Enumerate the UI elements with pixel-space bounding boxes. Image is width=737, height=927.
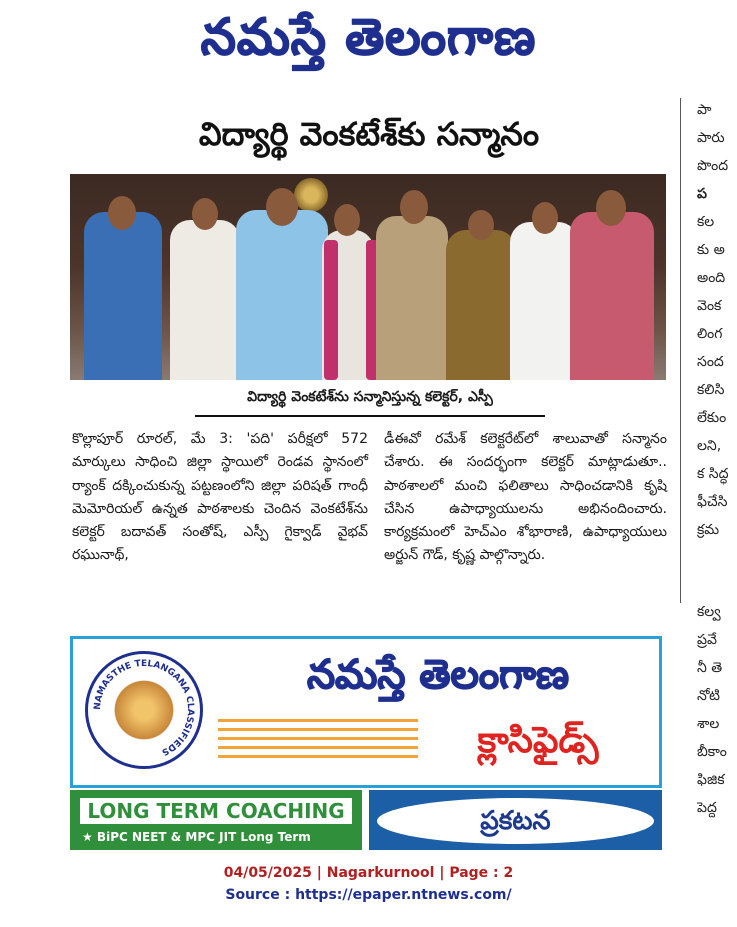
article-column-2: డీఈవో రమేశ్ కలెక్టరేట్‌లో శాలువాతో సన్మానం చేశారు. ఈ సందర్భంగా కలెక్టర్ మాట్లాడుతూ.. పాఠశాలలో మంచి ఫలితాలు సాధించడానికి కృషి చేసిన ఉపాధ్యాయులను అభినందించారు. కార్యక్రమంలో హెచ్ఎం శోభారాణి, ఉపాధ్యాయులు అర్జున్ గౌడ్, కృష్ణ పాల్గొన్నారు. xyxy=(384,431,667,564)
column-divider xyxy=(680,98,681,603)
coaching-ad-box xyxy=(70,790,362,850)
adjacent-article-bottom: కల్వ ప్రవే నీ తె నోటి శాల బీకాం ఫిజిక పెద్ద xyxy=(697,604,727,816)
footer-source: Source : https://epaper.ntnews.com/ xyxy=(225,887,512,903)
coaching-title: LONG TERM COACHING xyxy=(80,798,352,824)
coaching-subtitle: ★ BiPC NEET & MPC JIT Long Term xyxy=(82,830,311,844)
emblem-icon xyxy=(294,178,328,212)
article-column-1: కొల్లాపూర్ రూరల్, మే 3: 'పది' పరీక్షలో 572 మార్కులు సాధించి జిల్లా స్థాయిలో రెండవ స్థానంలో ర్యాంక్ దక్కించుకున్న పట్టణంలోని జిల్లా పరిషత్ గాంధీ మెమోరియల్ ఉన్నత పాఠశాలకు చెందిన వెంకటేశ్‌ను కలెక్టర్ బదావత్ సంతోష్, ఎస్పీ గైక్వాడ్ వైభవ్ రఘునాథ్, xyxy=(72,431,368,564)
masthead xyxy=(0,0,737,80)
footer-date-edition: 04/05/2025 | Nagarkurnool | Page : 2 xyxy=(223,865,514,881)
article-photo xyxy=(70,174,666,380)
page-footer xyxy=(0,862,737,906)
classifieds-advertisement xyxy=(70,636,662,788)
ad-subtitle: క్లాసిఫైడ్స్ xyxy=(477,720,599,761)
svg-text:NAMASTHE TELANGANA CLASSIFIEDS: NAMASTHE TELANGANA CLASSIFIEDS xyxy=(92,658,196,757)
article-headline: విద్యార్థి వెంకటేశ్‌కు సన్మానం xyxy=(198,115,540,153)
announcement-title: ప్రకటన xyxy=(377,798,654,844)
ad-decorative-lines xyxy=(218,713,418,763)
newspaper-logo: నమస్తే తెలంగాణ xyxy=(200,8,537,66)
announcement-ad-box xyxy=(369,790,662,850)
classifieds-seal-icon xyxy=(85,651,203,769)
photo-caption: విద్యార్థి వెంకటేశ్‌ను సన్మానిస్తున్న కలెక్టర్‌, ఎస్పీ xyxy=(195,381,545,417)
ad-title: నమస్తే తెలంగాణ xyxy=(306,652,570,698)
adjacent-article-top: పా పారు పొంద ప కల కు అ అంది వెంక లింగ సంద కలిసి లేకుం లని, క సిద్ధ ఫీచేసి క్రమ xyxy=(697,102,729,538)
deity-figure-icon xyxy=(110,676,178,744)
